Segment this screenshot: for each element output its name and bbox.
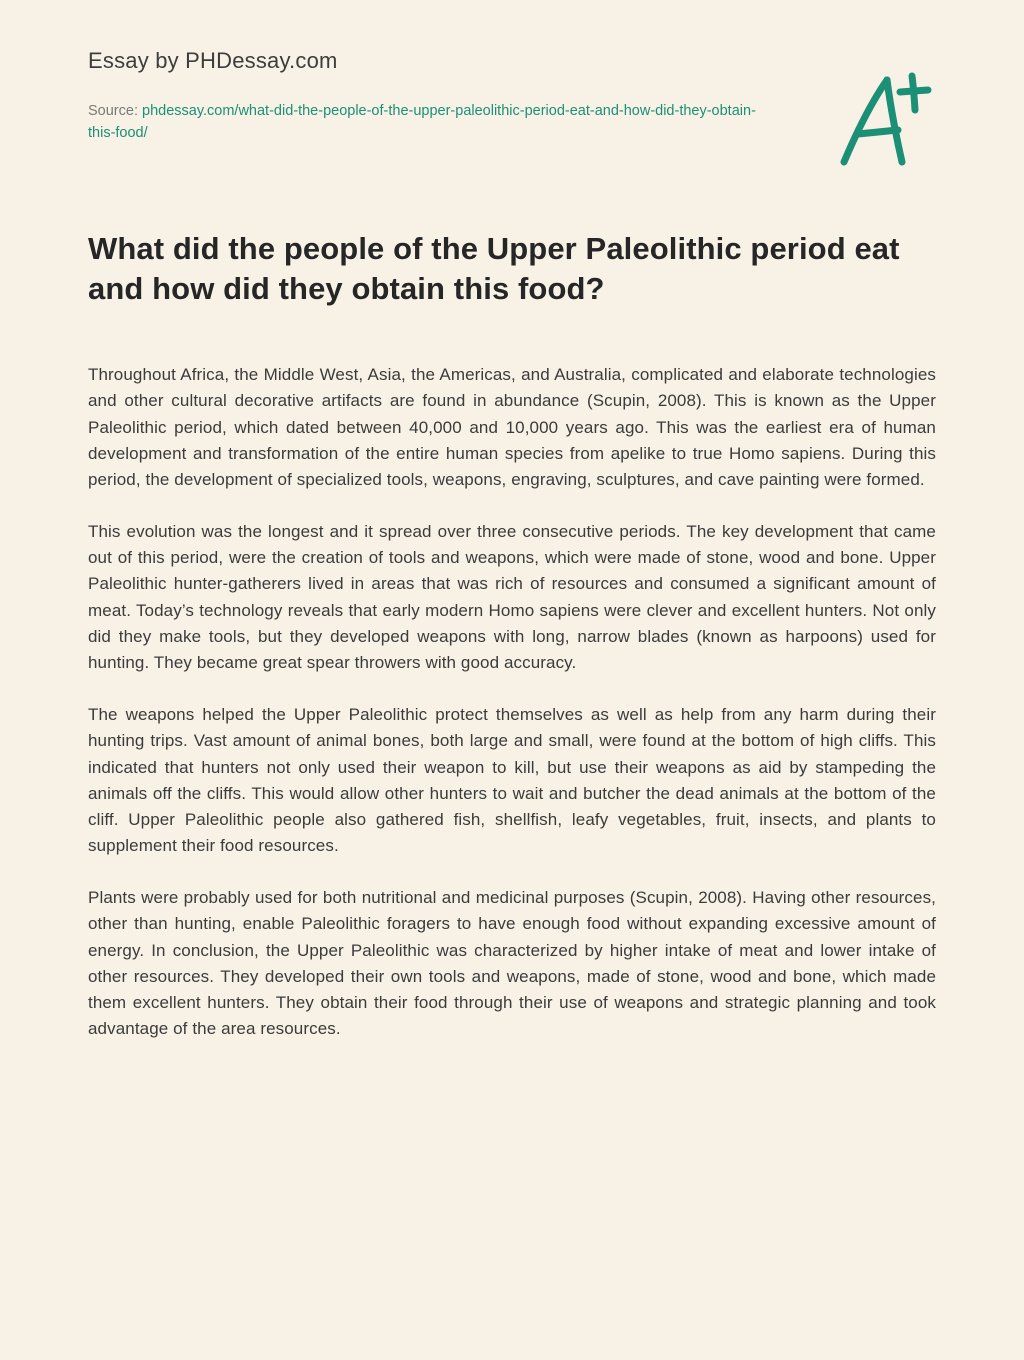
source-url-link[interactable]: phdessay.com/what-did-the-people-of-the-upper-paleolithic-period-eat-and-how-did-they-obtain-this-food/ bbox=[88, 103, 756, 142]
phdessay-logo-icon[interactable] bbox=[832, 70, 932, 170]
essay-title: What did the people of the Upper Paleolithic period eat and how did they obtain this food? bbox=[88, 230, 900, 306]
essay-paragraph-1: Throughout Africa, the Middle West, Asia, the Americas, and Australia, complicated and elaborate technologies and other cultural decorative artifacts are found in abundance (Scupin, 2008). This is known as the Upper Paleolithic period, which dated between 40,000 and 10,000 years ago. This was the earliest era of human development and transformation of the entire human species from apelike to true Homo sapiens. During this period, the development of specialized tools, weapons, engraving, sculptures, and cave painting were formed. bbox=[88, 365, 936, 489]
essay-paragraph-3: The weapons helped the Upper Paleolithic protect themselves as well as help from any harm during their hunting trips. Vast amount of animal bones, both large and small, were found at the bottom of high cliffs. This indicated that hunters not only used their weapon to kill, but use their weapons as aid by stampeding the animals off the cliffs. This would allow other hunters to wait and butcher the dead animals at the bottom of the cliff. Upper Paleolithic people also gathered fish, shellfish, leafy vegetables, fruit, insects, and plants to supplement their food resources. bbox=[88, 705, 936, 856]
essay-byline: Essay by PHDessay.com bbox=[88, 48, 338, 73]
essay-paragraph-2: This evolution was the longest and it spread over three consecutive periods. The key development that came out of this period, were the creation of tools and weapons, which were made of stone, wood and bone. Upper Paleolithic hunter-gatherers lived in areas that was rich of resources and consumed a significant amount of meat. Today’s technology reveals that early modern Homo sapiens were clever and excellent hunters. Not only did they make tools, but they developed weapons with long, narrow blades (known as harpoons) used for hunting. They became great spear throwers with good accuracy. bbox=[88, 522, 936, 672]
essay-paragraph-4: Plants were probably used for both nutritional and medicinal purposes (Scupin, 2008). Having other resources, other than hunting, enable Paleolithic foragers to have enough food without expanding excessive amount of energy. In conclusion, the Upper Paleolithic was characterized by higher intake of meat and lower intake of other resources. They developed their own tools and weapons, made of stone, wood and bone, which made them excellent hunters. They obtain their food through their use of weapons and strategic planning and took advantage of the area resources. bbox=[88, 888, 936, 1039]
source-label: Source: bbox=[88, 103, 142, 119]
essay-body bbox=[88, 362, 936, 1042]
source-line bbox=[88, 100, 778, 145]
